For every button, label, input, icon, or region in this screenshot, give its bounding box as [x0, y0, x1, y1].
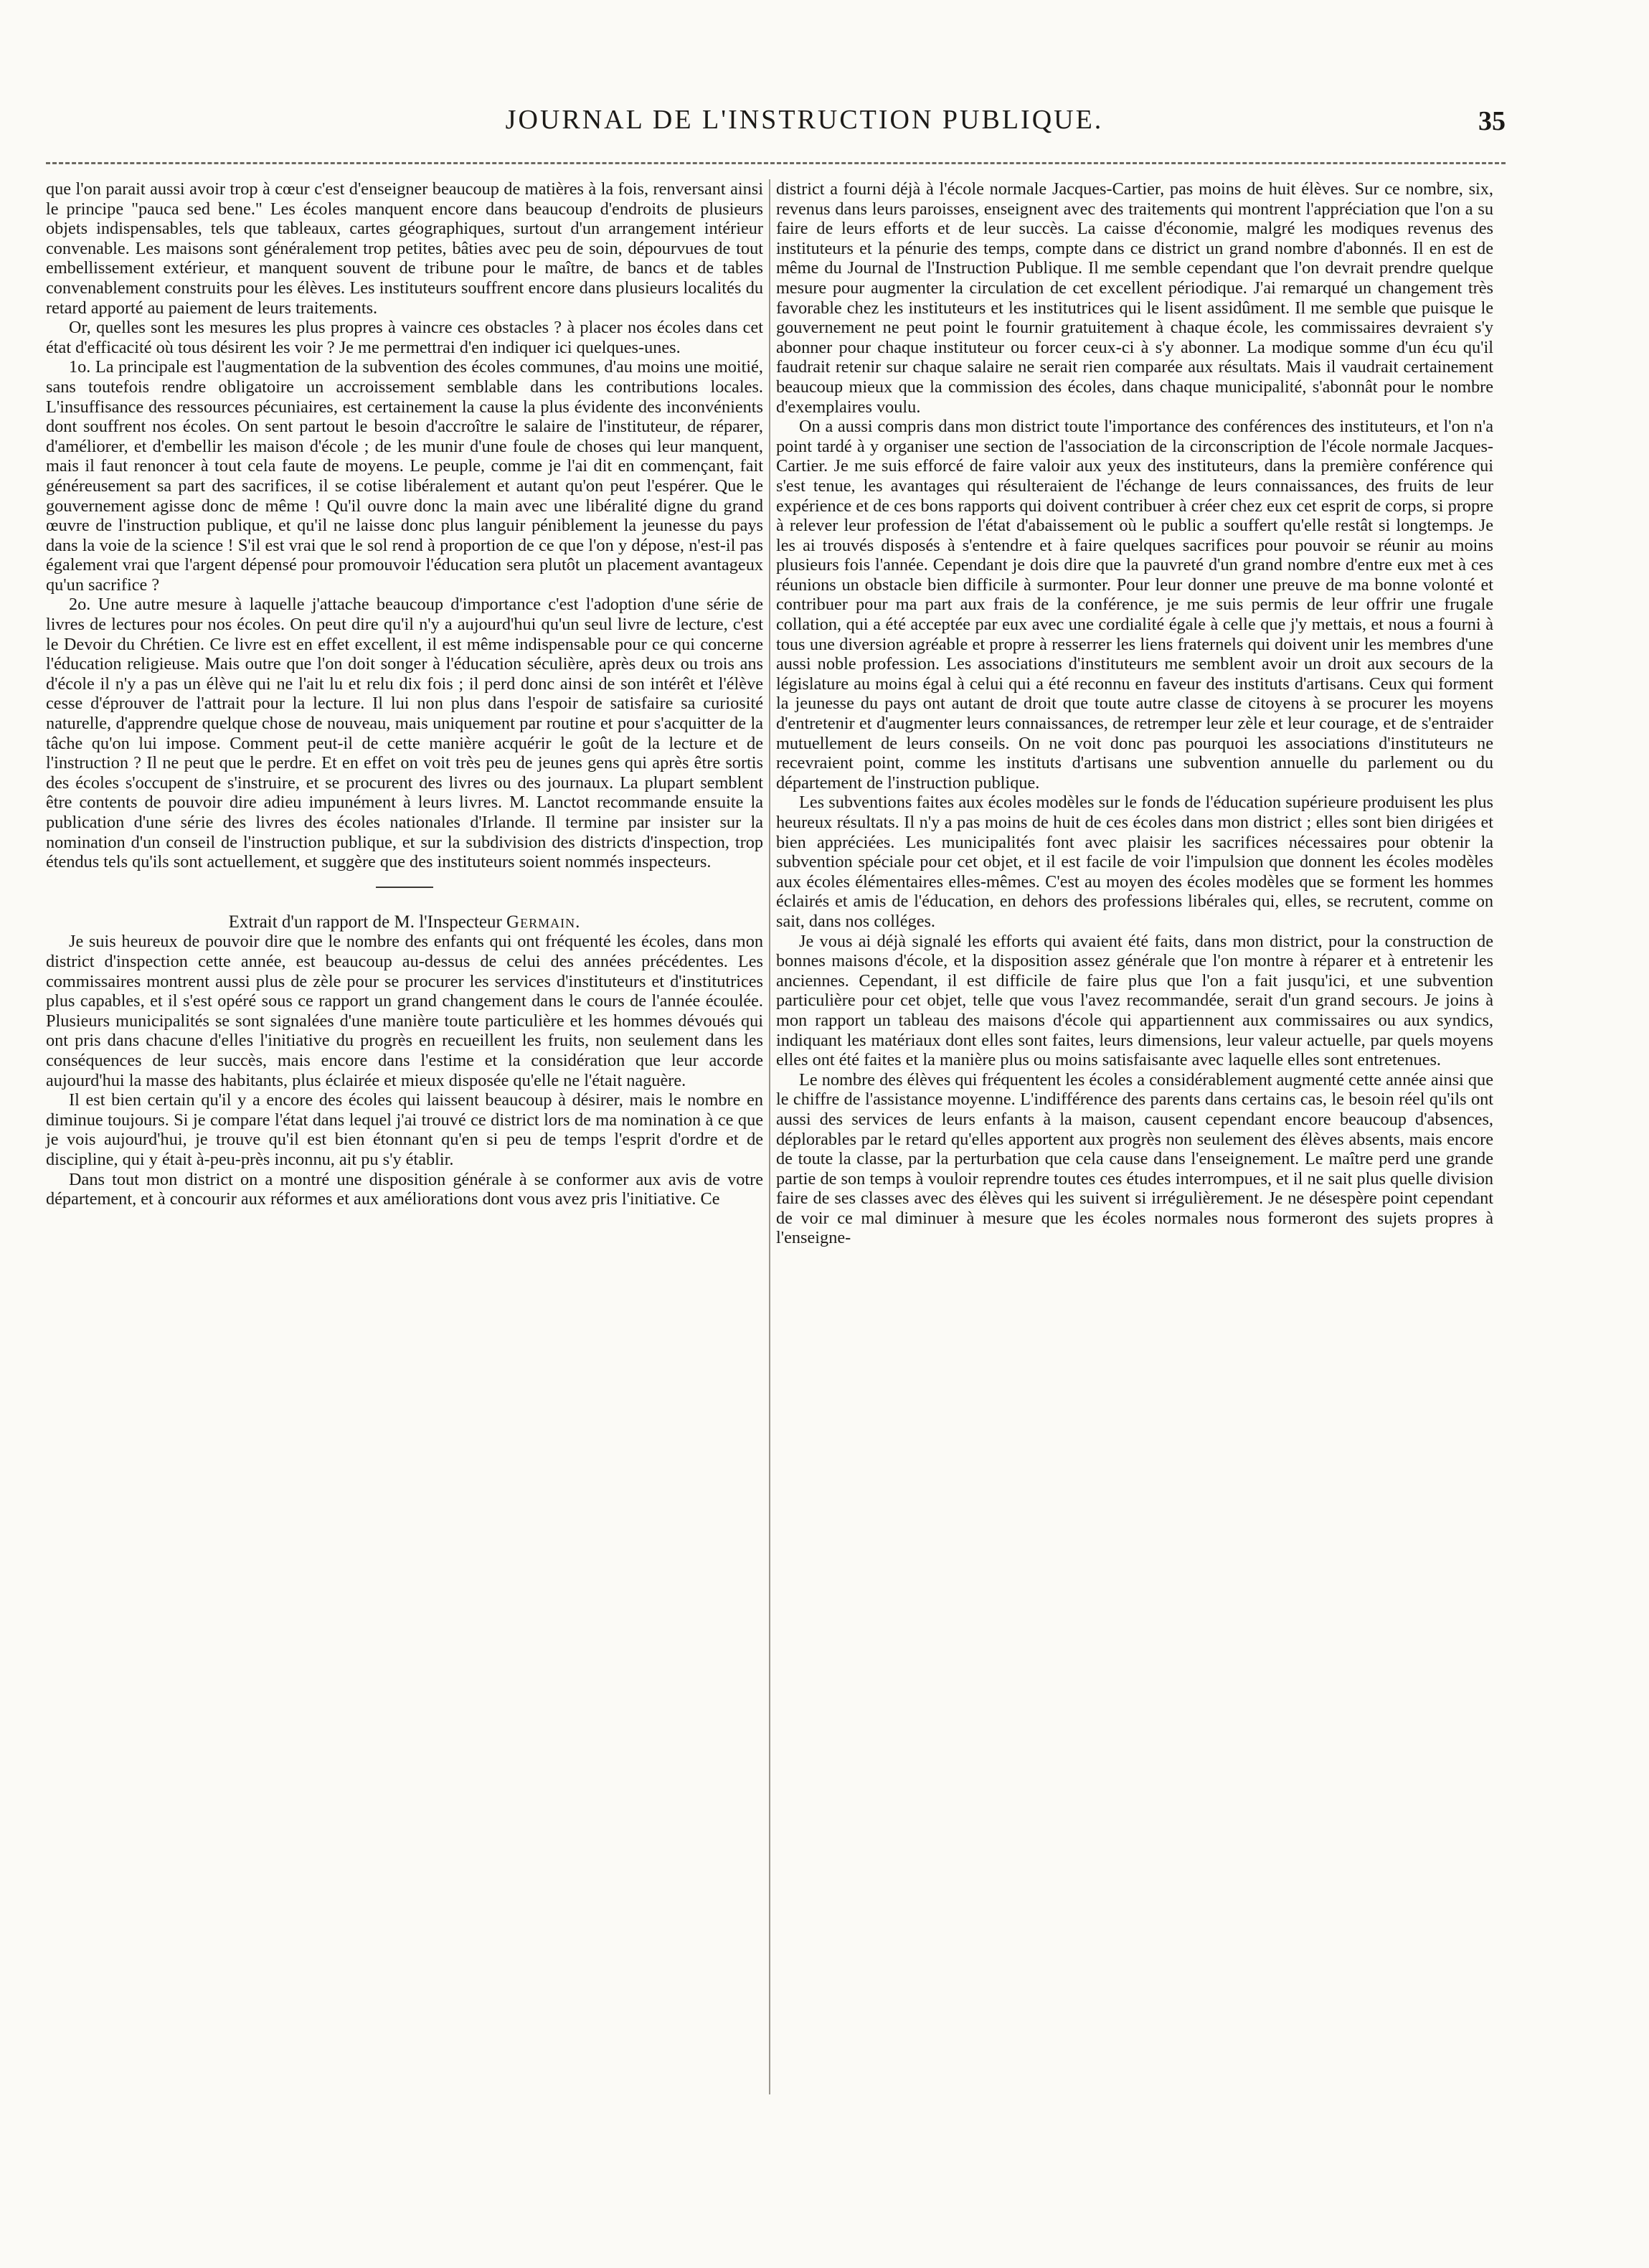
section-heading: [46, 912, 763, 932]
paragraph: Dans tout mon district on a montré une disposition générale à se conformer aux avis de votre département, et à concourir aux réformes et aux améliorations dont vous avez pris l'initiative. Ce: [46, 1169, 763, 1209]
paragraph: que l'on parait aussi avoir trop à cœur c'est d'enseigner beaucoup de matières à la fois, renversant ainsi le principe "pauca sed bene." Les écoles manquent encore dans beaucoup d'endroits de plusieurs objets indispensables, tels que tableaux, cartes géographiques, surtout d'un arrangement intérieur convenable. Les maisons sont généralement trop petites, bâties avec peu de soin, dépourvues de tout embellissement extérieur, et manquent souvent de tribune pour le maître, de bancs et de tables convenablement construits pour les élèves. Les instituteurs souffrent encore dans plusieurs localités du retard apporté au paiement de leurs traitements.: [46, 179, 763, 318]
running-head: [46, 97, 1506, 151]
paragraph: Les subventions faites aux écoles modèles sur le fonds de l'éducation supérieure produisent les plus heureux résultats. Il n'y a pas moins de huit de ces écoles dans mon district ; elles sont bien dirigées et bien appréciées. Les municipalités font avec plaisir les sacrifices nécessaires pour obtenir la subvention spéciale pour cet objet, et il est facile de voir l'impulsion que donnent les écoles modèles aux écoles élémentaires elles-mêmes. C'est au moyen des écoles modèles que se forment les hommes éclairés et amis de l'éducation, en dehors des professions libérales qui, elles, se recrutent, comme on sait, dans nos colléges.: [776, 793, 1493, 931]
paragraph: 2o. Une autre mesure à laquelle j'attache beaucoup d'importance c'est l'adoption d'une série de livres de lectures pour nos écoles. On peut dire qu'il n'y a aujourd'hui qu'un seul livre de lecture, c'est le Devoir du Chrétien. Ce livre est en effet excellent, il est même indispensable pour ce qui concerne l'éducation religieuse. Mais outre que l'on doit songer à l'éducation séculière, après deux ou trois ans d'école il n'y a pas un élève qui ne l'ait lu et relu dix fois ; il perd donc ainsi de son intérêt et l'élève cesse d'éprouver de l'attrait pour la lecture. Il lui non plus dans l'espoir de satisfaire sa curiosité naturelle, d'apprendre quelque chose de nouveau, mais uniquement par routine et pour s'acquitter de la tâche qu'on lui impose. Comment peut-il de cette manière acquérir le goût de la lecture et de l'instruction ? Il ne peut que le perdre. Et en effet on voit très peu de jeunes gens qui après être sortis des écoles s'occupent de s'instruire, et se procurent des livres ou des journaux. La plupart semblent être contents de pouvoir dire adieu impunément à leurs livres. M. Lanctot recommande ensuite la publication d'une série des livres des écoles nationales d'Irlande. Il termine par insister sur la nomination d'un conseil de l'instruction publique, et sur la subdivision des districts d'inspection, trop étendus tels qu'ils sont actuellement, et suggère que des instituteurs soient nommés inspecteurs.: [46, 595, 763, 872]
paragraph: Je vous ai déjà signalé les efforts qui avaient été faits, dans mon district, pour la construction de bonnes maisons d'école, et la disposition assez générale que l'on montre à réparer et à entretenir les anciennes. Cependant, il est difficile de faire plus que l'on a fait jusqu'ici, et une subvention particulière pour cet objet, telle que vous l'avez recommandée, serait d'un grand secours. Je joins à mon rapport un tableau des maisons d'école qui appartiennent aux commissaires ou aux syndics, indiquant les matériaux dont elles sont faites, leurs dimensions, leur valeur actuelle, par quels moyens elles ont été faites et la manière plus ou moins satisfaisante avec laquelle elles sont entretenues.: [776, 931, 1493, 1070]
paragraph: Or, quelles sont les mesures les plus propres à vaincre ces obstacles ? à placer nos écoles dans cet état d'efficacité où tous désirent les voir ? Je me permettrai d'en indiquer ici quelques-unes.: [46, 318, 763, 357]
paragraph: On a aussi compris dans mon district toute l'importance des conférences des instituteurs, et l'on n'a point tardé à y organiser une section de l'association de la circonscription de l'école normale Jacques-Cartier. Je me suis efforcé de faire valoir aux yeux des instituteurs, dans la première conférence qui s'est tenue, les avantages qui résulteraient de l'échange de leurs connaissances, des fruits de leur expérience et de ces bons rapports qui doivent contribuer à créer chez eux cet esprit de corps, si propre à relever leur profession de l'état d'abaissement où le public a souffert qu'elle restât si longtemps. Je les ai trouvés disposés à s'entendre et à faire quelques sacrifices pour pouvoir se réunir au moins plusieurs fois l'année. Cependant je dois dire que la pauvreté d'un grand nombre d'entre eux met à ces réunions un obstacle bien difficile à surmonter. Pour leur donner une preuve de ma bonne volonté et contribuer pour ma part aux frais de la conférence, je me suis permis de leur offrir une frugale collation, qui a été acceptée par eux avec une cordialité égale à celle que j'y mettais, et nous a fourni à tous une diversion agréable et propre à resserrer les liens fraternels qui doivent unir les membres d'une aussi noble profession. Les associations d'instituteurs me semblent avoir un droit aux secours de la législature au moins égal à celui qui a été reconnu en faveur des instituts d'artisans. Ceux qui forment la jeunesse du pays ont autant de droit que toute autre classe de citoyens à se procurer les moyens d'entretenir et d'augmenter leurs connaissances, de retremper leur zèle et leur courage, et de s'entraider mutuellement de leurs conseils. On ne voit donc pas pourquoi les associations d'instituteurs ne recevraient point, comme les instituts d'artisans une subvention annuelle du parlement ou du département de l'instruction publique.: [776, 417, 1493, 793]
right-column: [776, 179, 1493, 1248]
journal-title: JOURNAL DE L'INSTRUCTION PUBLIQUE.: [505, 105, 1104, 135]
paragraph: Je suis heureux de pouvoir dire que le nombre des enfants qui ont fréquenté les écoles, dans mon district d'inspection cette année, est beaucoup au-dessus de celui des années précédentes. Les commissaires montrent aussi plus de zèle pour se procurer les services d'instituteurs et d'institutrices plus capables, et il s'est opéré sous ce rapport un grand changement dans le cours de l'année écoulée. Plusieurs municipalités se sont signalées d'une manière toute particulière et les hommes dévoués qui ont pris dans chacune d'elles l'initiative du progrès en recueillent les fruits, non seulement dans les conséquences de leur succès, mais encore dans l'estime et la considération que leur accorde aujourd'hui la masse des habitants, plus éclairée et mieux disposée qu'elle ne l'était naguère.: [46, 932, 763, 1090]
header-rule: [46, 162, 1506, 164]
page-number: 35: [1478, 106, 1506, 136]
left-column: [46, 179, 763, 1209]
section-heading-prefix: Extrait d'un rapport de M. l'Inspecteur: [228, 912, 502, 932]
column-divider: [769, 179, 770, 2094]
paragraph: Le nombre des élèves qui fréquentent les écoles a considérablement augmenté cette année ainsi que le chiffre de l'assistance moyenne. L'indifférence des parents dans certains cas, le besoin réel qu'ils ont aussi des services de leurs enfants à la maison, causent cependant encore beaucoup d'absences, déplorables par le retard qu'elles apportent aux progrès non seulement des élèves absents, mais encore de toute la classe, par la perturbation que cela cause dans l'enseignement. Le maître perd une grande partie de son temps à vouloir reprendre toutes ces études interrompues, et il ne sait plus quelle division faire de ses classes avec des élèves qui les suivent si irrégulièrement. Je ne désespère point cependant de voir ce mal diminuer à mesure que les écoles normales nous formeront des sujets propres à l'enseigne-: [776, 1069, 1493, 1248]
paragraph: district a fourni déjà à l'école normale Jacques-Cartier, pas moins de huit élèves. Sur ce nombre, six, revenus dans leurs paroisses, enseignent avec des traitements qui montrent l'appréciation que l'on a su faire de leurs efforts et de leur succès. La caisse d'économie, malgré les modiques revenus des instituteurs et la pénurie des temps, compte dans ce district un grand nombre d'abonnés. Il en est de même du Journal de l'Instruction Publique. Il me semble cependant que l'on devrait prendre quelque mesure pour augmenter la circulation de cet excellent périodique. J'ai remarqué un changement très favorable chez les instituteurs et les institutrices qui le lisent assidûment. Il me semble que puisque le gouvernement ne peut point le fournir gratuitement à chaque école, les commissaires devraient s'y abonner pour chaque instituteur ou forcer ceux-ci à s'y abonner. La modique somme d'un écu qu'il faudrait retenir sur chaque salaire ne serait rien comparée aux résultats. Mais il vaudrait certainement beaucoup mieux que la commission des écoles, dans chaque municipalité, s'abonnât pour le nombre d'exemplaires voulu.: [776, 179, 1493, 417]
paragraph: Il est bien certain qu'il y a encore des écoles qui laissent beaucoup à désirer, mais le nombre en diminue toujours. Si je compare l'état dans lequel j'ai trouvé ce district lors de ma nomination à ce que je vois aujourd'hui, je trouve qu'il est bien étonnant qu'en si peu de temps l'esprit d'ordre et de discipline, qui y était à-peu-près inconnu, ait pu s'y établir.: [46, 1090, 763, 1169]
section-heading-name: Germain.: [506, 912, 581, 932]
paragraph: 1o. La principale est l'augmentation de la subvention des écoles communes, d'au moins une moitié, sans toutefois rendre obligatoire un accroissement semblable dans les contributions locales. L'insuffisance des ressources pécuniaires, est certainement la cause la plus évidente des inconvénients dont souffrent nos écoles. On sent partout le besoin d'accroître le salaire de l'instituteur, de réparer, d'améliorer, et d'embellir les maison d'école ; de les munir d'une foule de choses qui leur manquent, mais il faut renoncer à tout cela faute de moyens. Le peuple, comme je l'ai dit en commençant, fait généreusement sa part des sacrifices, il se cotise libéralement et autant qu'on peut l'espérer. Que le gouvernement agisse donc de même ! Qu'il ouvre donc la main avec une libéralité digne du grand œuvre de l'instruction publique, et qu'il ne laisse donc plus languir péniblement la jeunesse du pays dans la voie de la science ! S'il est vrai que le sol rend à proportion de ce que l'on y dépose, n'est-il pas également vrai que l'argent dépensé pour promouvoir l'éducation sera plutôt un placement avantageux qu'un sacrifice ?: [46, 357, 763, 595]
section-divider: [376, 887, 433, 888]
